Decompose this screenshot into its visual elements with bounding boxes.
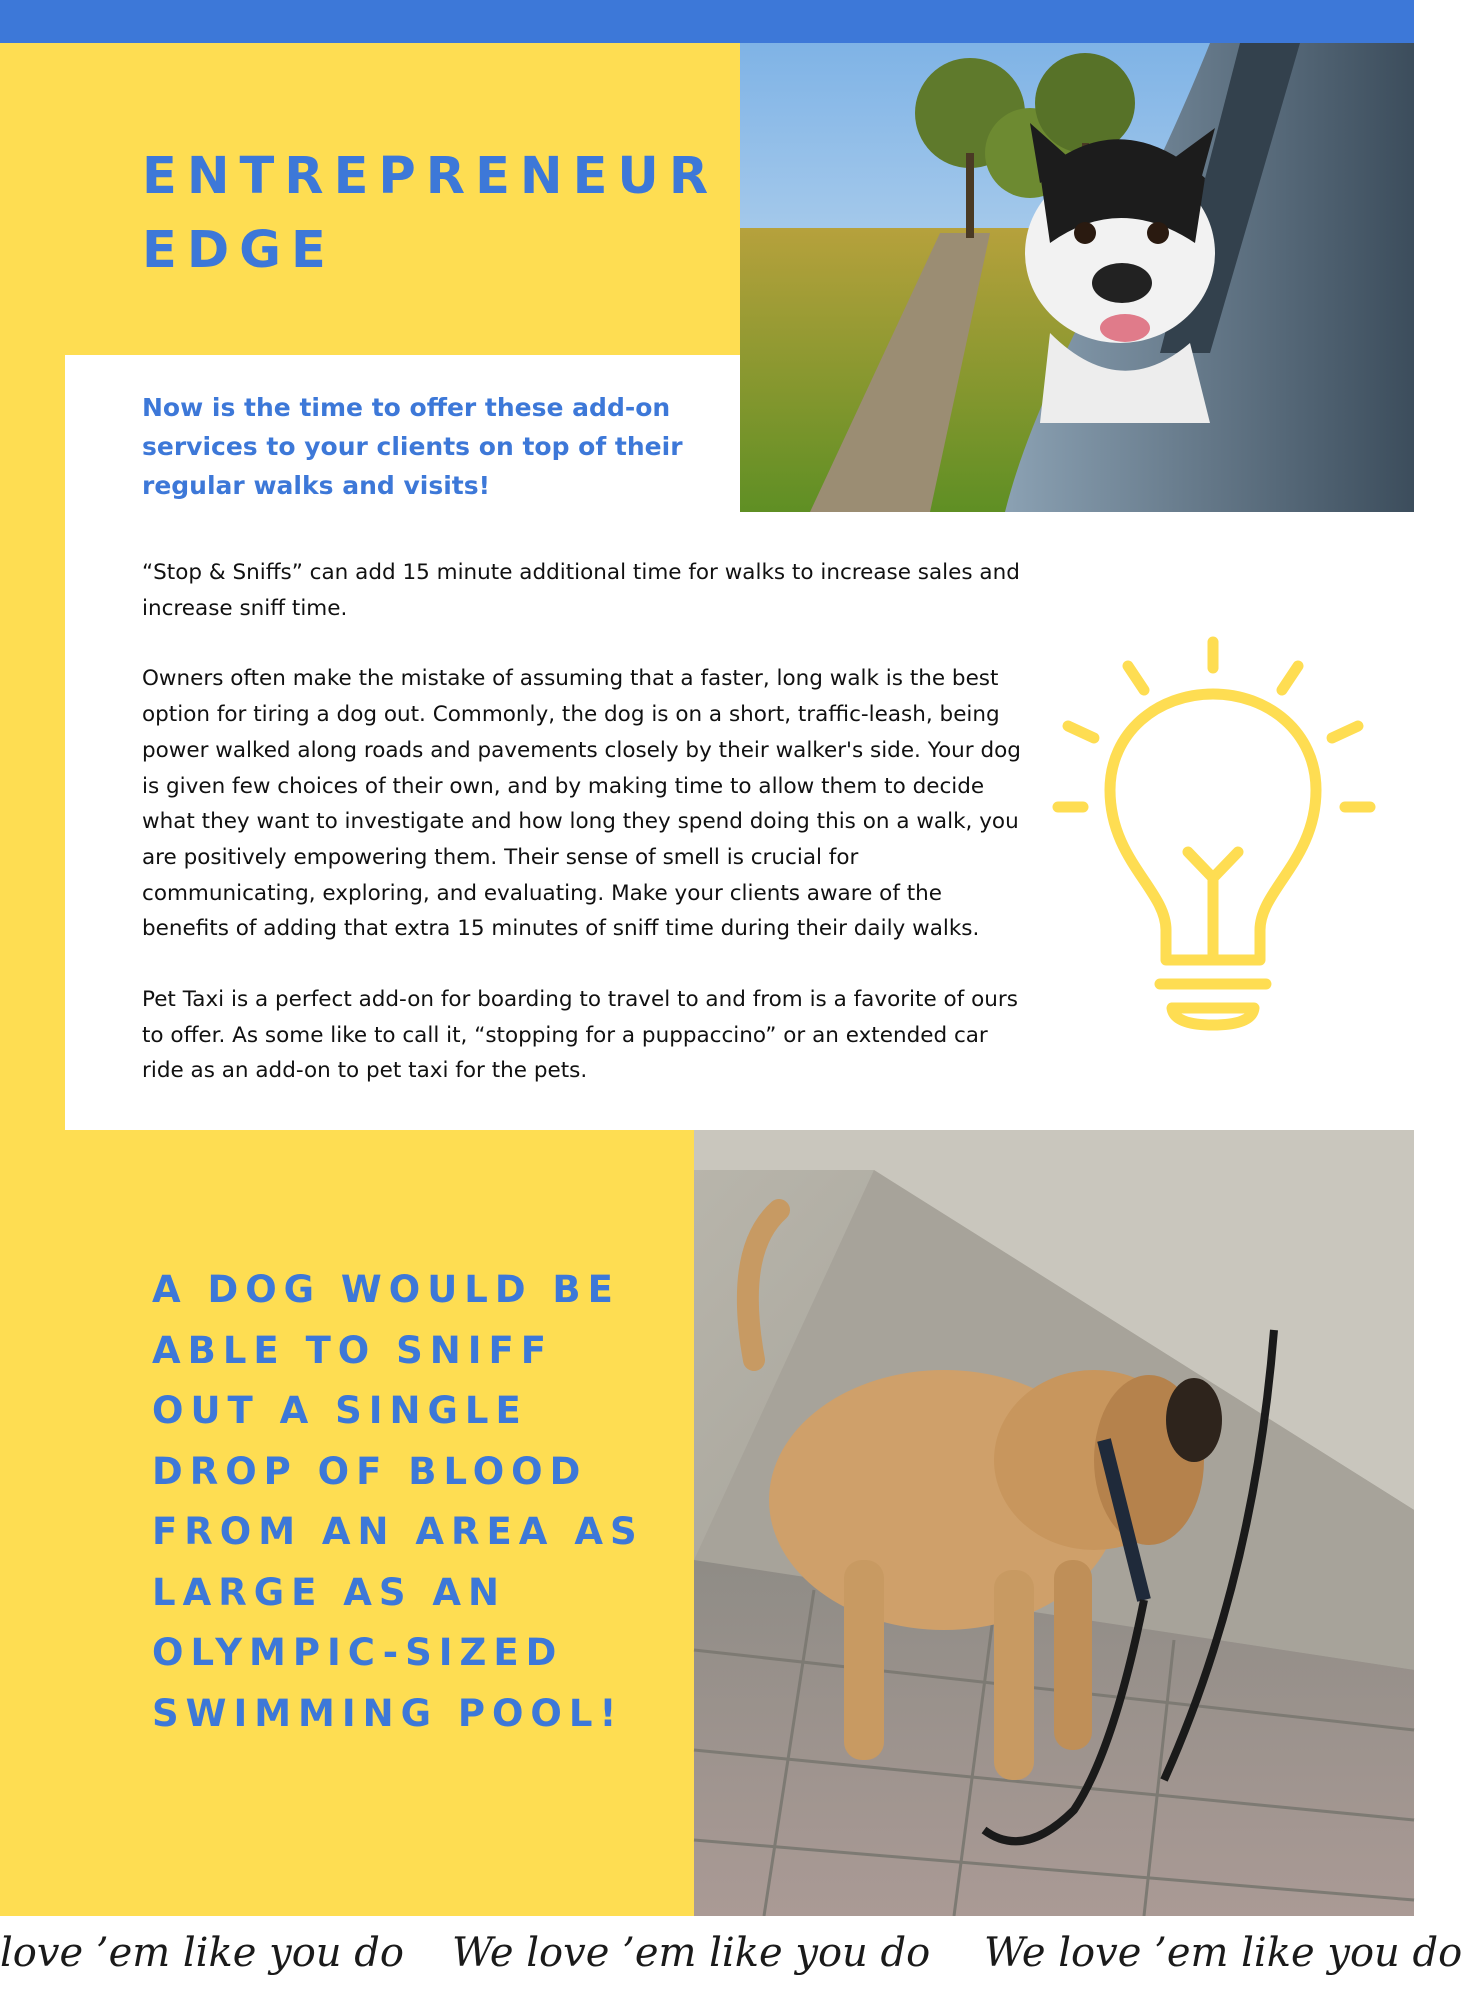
footer-tagline: We love ’em like you do [984, 1930, 1462, 1976]
footer-tagline-strip [0, 1916, 1462, 2000]
footer-tagline: We love ’em like you do [452, 1930, 931, 1976]
lightbulb-icon [1048, 630, 1388, 1040]
body-text [142, 555, 1032, 1124]
side-yellow-strip [0, 355, 65, 1130]
paragraph-stop-and-sniffs: “Stop & Sniffs” can add 15 minute additional time for walks to increase sales and increase sniff time. [142, 560, 1020, 621]
paragraph-sniff-time: Owners often make the mistake of assuming that a faster, long walk is the best option for tiring a dog out. Commonly, the dog is on a short, traffic-leash, being power walked along roads and pavements closely by their walker's side. Your dog is given few choices of their own, and by making time to allow them to decide what they want to investigate and how long they spend doing this on a walk, you are positively empowering them. Their sense of smell is crucial for communicating, exploring, and evaluating. Make your clients aware of the benefits of adding that extra 15 minutes of sniff time during their daily walks. [142, 666, 1021, 942]
page-title: ENTREPRENEUR EDGE [142, 147, 719, 280]
paragraph-pet-taxi: Pet Taxi is a perfect add-on for boarding to travel to and from is a favorite of ours to offer. As some like to call it, “stopping for a puppaccino” or an extended car ride as an add-on to pet taxi for the pets. [142, 987, 1018, 1084]
fun-fact-text: A DOG WOULD BE ABLE TO SNIFF OUT A SINGLE DROP OF BLOOD FROM AN AREA AS LARGE AS AN OLYMPIC-SIZED SWIMMING POOL! [152, 1268, 644, 1735]
dog-in-car-photo [740, 43, 1414, 512]
footer-tagline: love ’em like you do [0, 1930, 404, 1976]
intro-text: Now is the time to offer these add-on services to your clients on top of their regular walks and visits! [142, 393, 683, 500]
top-color-bar [0, 0, 1414, 43]
puppy-sniffing-photo [694, 1130, 1414, 1916]
